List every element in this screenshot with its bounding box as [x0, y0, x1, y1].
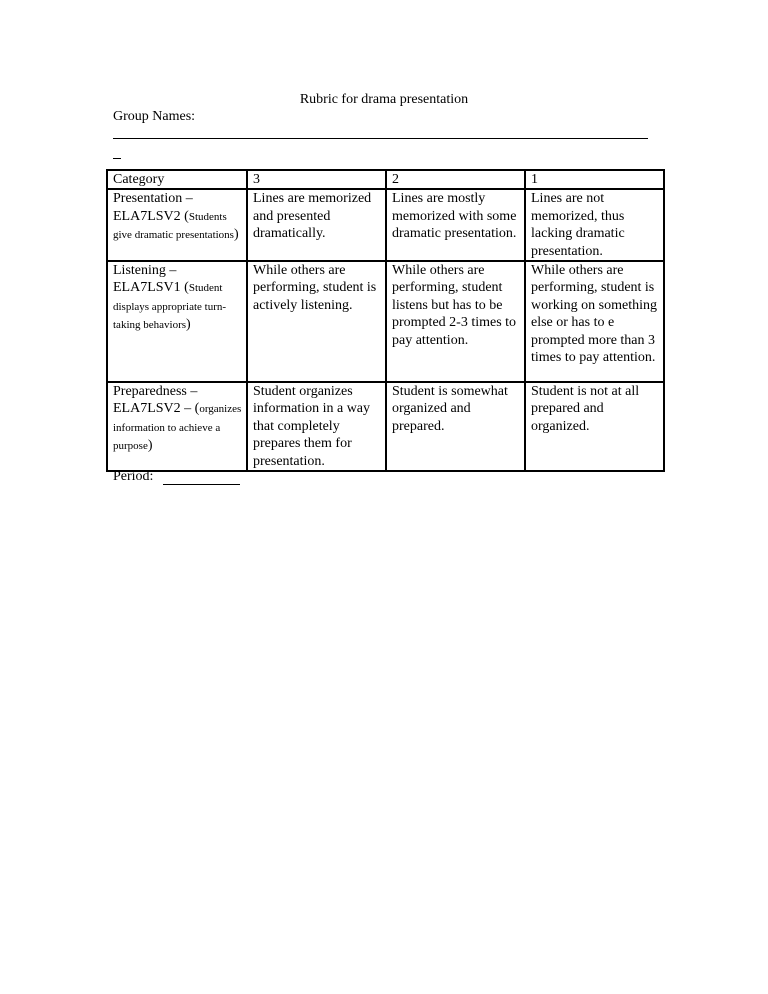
score-1-cell: Lines are not memorized, thus lacking dramatic presentation.	[525, 189, 664, 261]
score-2-cell: Lines are mostly memorized with some dramatic presentation.	[386, 189, 525, 261]
category-close: )	[147, 438, 153, 454]
header-score-3: 3	[247, 170, 386, 189]
category-title: Presentation – ELA7LSV2 (	[113, 191, 193, 224]
table-row	[107, 382, 664, 471]
table-row	[107, 261, 664, 382]
page-title: Rubric for drama presentation	[299, 92, 469, 107]
period-line	[163, 484, 240, 485]
rubric-table	[106, 169, 665, 472]
group-names-label: Group Names:	[113, 109, 196, 124]
score-2-cell: Student is somewhat organized and prepared.	[386, 382, 525, 471]
category-title: Preparedness – ELA7LSV2 – (	[113, 384, 200, 417]
header-category: Category	[107, 170, 247, 189]
category-note: Students give dramatic presentations	[113, 210, 234, 242]
score-1-cell: While others are performing, student is working on something else or has to e prompted more than 3 times to pay attention.	[525, 261, 664, 382]
category-note: Student displays appropriate turn-taking behaviors	[113, 282, 227, 332]
category-note: organizes information to achieve a purpose	[113, 403, 242, 453]
score-3-cell: Lines are memorized and presented dramatically.	[247, 189, 386, 261]
category-close: )	[233, 227, 239, 243]
table-row	[107, 189, 664, 261]
group-names-line	[113, 138, 648, 139]
header-score-1: 1	[525, 170, 664, 189]
table-header-row	[107, 170, 664, 189]
group-names-line-continuation	[113, 158, 121, 159]
category-cell	[107, 261, 247, 382]
score-1-cell: Student is not at all prepared and organized.	[525, 382, 664, 471]
score-2-cell: While others are performing, student listens but has to be prompted 2-3 times to pay attention.	[386, 261, 525, 382]
period-label: Period:	[113, 469, 154, 484]
header-score-2: 2	[386, 170, 525, 189]
category-cell	[107, 189, 247, 261]
score-3-cell: Student organizes information in a way that completely prepares them for presentation.	[247, 382, 386, 471]
category-close: )	[186, 317, 191, 333]
score-3-cell: While others are performing, student is actively listening.	[247, 261, 386, 382]
category-title: Listening – ELA7LSV1 (	[113, 263, 189, 296]
category-cell	[107, 382, 247, 471]
